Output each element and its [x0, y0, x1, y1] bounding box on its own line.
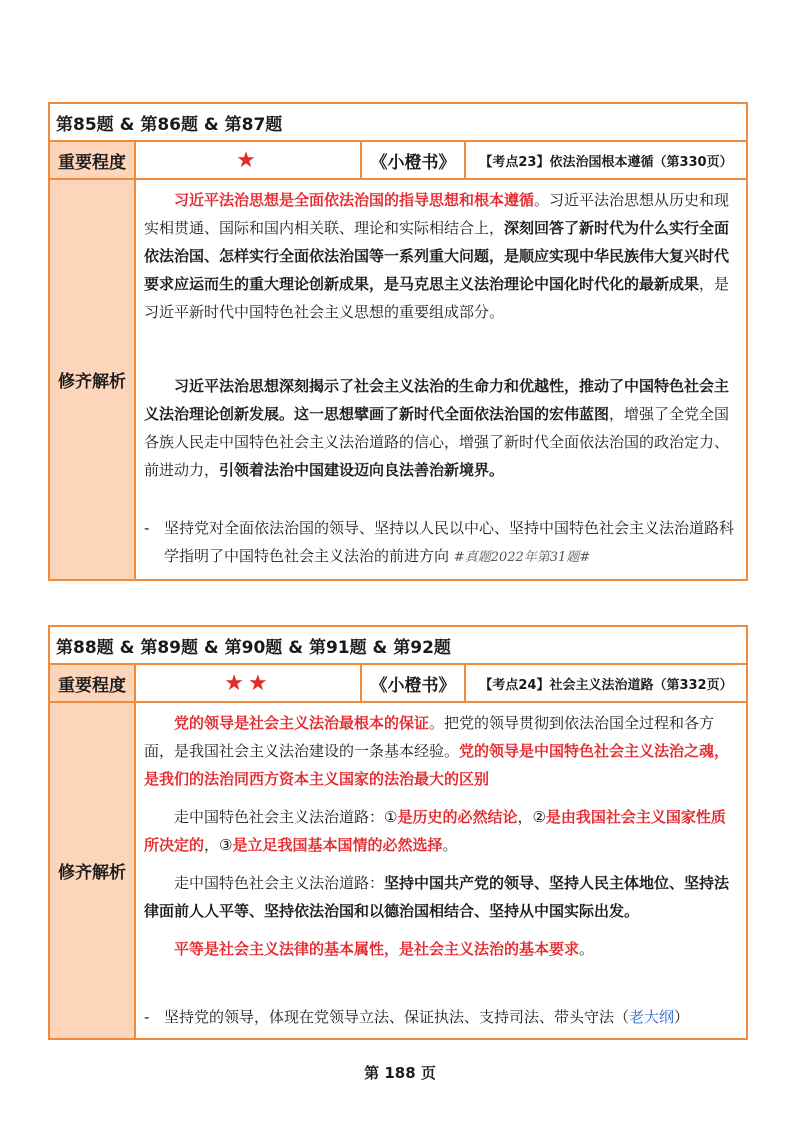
page-number: 第 188 页 — [364, 1064, 436, 1082]
analysis-content — [136, 703, 746, 1038]
importance-label: 重要程度 — [50, 142, 136, 178]
question-card-88-92 — [48, 625, 748, 1040]
card-title: 第88题 & 第89题 & 第90题 & 第91题 & 第92题 — [56, 637, 451, 658]
plain-text: 走中国特色社会主义法治道路：① — [174, 808, 398, 826]
paragraph-3 — [144, 869, 738, 925]
bullet-dash: - — [144, 519, 150, 537]
paragraph-4 — [144, 935, 738, 963]
bold-text: 引领着法治中国建设迈向良法善治新境界。 — [219, 461, 505, 479]
highlight-text: 平等是社会主义法律的基本属性，是社会主义法治的基本要求 — [174, 940, 580, 958]
kaodian-reference: 【考点24】社会主义法治道路（第332页） — [479, 677, 733, 693]
paragraph-1 — [144, 186, 738, 326]
analysis-label: 修齐解析 — [50, 180, 136, 579]
plain-text: 。把党的领导贯彻到依法治国全过程和各方面，是我国社会主义法治建设的一条基本经验。 — [144, 714, 715, 760]
bullet-text: 坚持党对全面依法治国的领导、坚持以人民以中心、坚持中国特色社会主义法治道路科学指明了中国特色社会主义法治的前进方向 — [164, 519, 735, 565]
bullet-dash: - — [144, 1008, 150, 1026]
analysis-row — [50, 703, 746, 1038]
bullet-text-wrap — [164, 514, 738, 572]
highlight-text: 是由我国社会主义国家性质所决定的 — [144, 808, 726, 854]
plain-text: 。 — [442, 836, 458, 854]
paragraph-1 — [144, 709, 738, 793]
highlight-text: 是历史的必然结论 — [397, 808, 518, 826]
bullet-text: 坚持党的领导，体现在党领导立法、保证执法、支持司法、带头守法（ — [164, 1008, 630, 1026]
bold-text: 深刻回答了新时代为什么实行全面依法治国、怎样实行全面依法治国等一系列重大问题，是顺应实现中华民族伟大复兴时代要求应运而生的重大理论创新成果，是马克思主义法治理论中国化时代化的最新成果 — [144, 219, 730, 293]
plain-text: ，增强了全党全国各族人民走中国特色社会主义法治道路的信心，增强了新时代全面依法治国的政治定力、前进动力， — [144, 405, 730, 479]
analysis-label: 修齐解析 — [50, 703, 136, 1038]
card-title: 第85题 & 第86题 & 第87题 — [56, 114, 283, 135]
highlight-text: 习近平法治思想是全面依法治国的指导思想和根本遵循 — [174, 191, 535, 209]
paragraph-2 — [144, 372, 738, 484]
analysis-row — [50, 180, 746, 579]
importance-label: 重要程度 — [50, 665, 136, 701]
plain-text: ，③ — [204, 836, 233, 854]
bullet-text-wrap — [164, 1003, 689, 1031]
highlight-text: 党的领导是社会主义法治最根本的保证 — [174, 714, 430, 732]
question-card-85-87 — [48, 102, 748, 581]
plain-text: 。习近平法治思想从历史和现实相贯通、国际和国内相关联、理论和实际相结合上， — [144, 191, 730, 237]
book-title: 《小橙书》 — [362, 142, 466, 178]
analysis-content — [136, 180, 746, 579]
card-title-row — [50, 627, 746, 665]
star-rating: ★ — [136, 142, 362, 178]
plain-text: 走中国特色社会主义法治道路： — [174, 874, 385, 892]
plain-text: 。 — [579, 940, 595, 958]
exam-reference-tag: #真题2022年第31题# — [453, 550, 591, 565]
importance-row — [50, 142, 746, 180]
plain-text: ，② — [517, 808, 546, 826]
kaodian-reference: 【考点23】依法治国根本遵循（第330页） — [479, 154, 733, 170]
source-reference: 老大纲 — [629, 1008, 675, 1026]
card-title-row — [50, 104, 746, 142]
importance-row — [50, 665, 746, 703]
plain-text: ） — [674, 1008, 690, 1026]
bold-text: 坚持中国共产党的领导、坚持人民主体地位、坚持法律面前人人平等、坚持依法治国和以德治国相结合、坚持从中国实际出发。 — [144, 874, 730, 920]
star-rating: ★★ — [136, 665, 362, 701]
book-title: 《小橙书》 — [362, 665, 466, 701]
bullet-item — [144, 514, 738, 572]
plain-text: ，是习近平新时代中国特色社会主义思想的重要组成部分。 — [144, 275, 730, 321]
highlight-text: 是立足我国基本国情的必然选择 — [232, 836, 443, 854]
bullet-item — [144, 1003, 738, 1031]
bold-text: 习近平法治思想深刻揭示了社会主义法治的生命力和优越性，推动了中国特色社会主义法治理论创新发展。这一思想擘画了新时代全面依法治国的宏伟蓝图 — [144, 377, 730, 423]
highlight-text: 党的领导是中国特色社会主义法治之魂，是我们的法治同西方资本主义国家的法治最大的区别 — [144, 742, 730, 788]
paragraph-2 — [144, 803, 738, 859]
